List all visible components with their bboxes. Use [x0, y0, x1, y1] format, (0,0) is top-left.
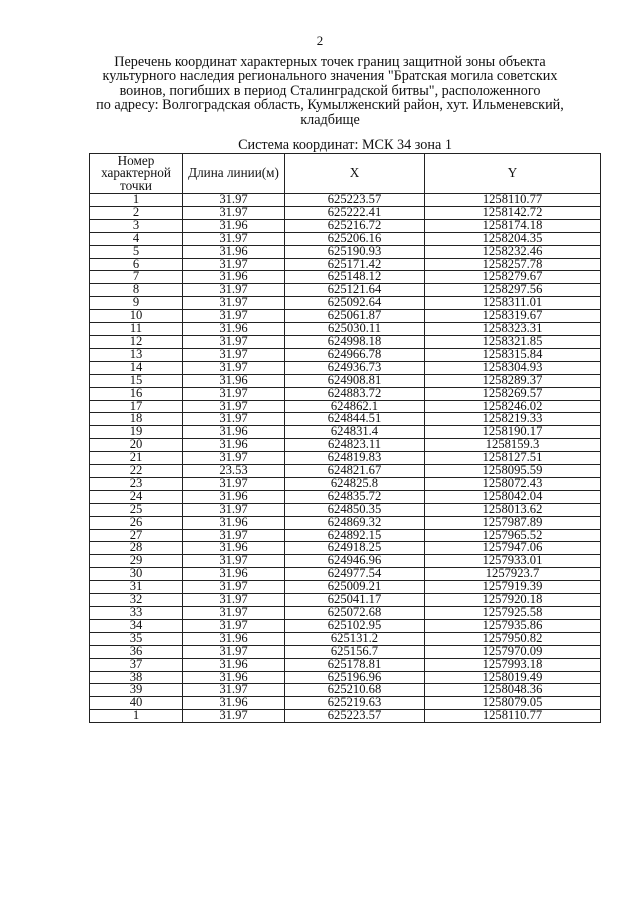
cell-line-length: 31.97: [183, 348, 285, 361]
table-row: [90, 594, 601, 607]
table-row: [90, 619, 601, 632]
table-row: [90, 581, 601, 594]
cell-x: 624977.54: [285, 568, 425, 581]
cell-point-number: 17: [90, 400, 183, 413]
cell-point-number: 10: [90, 310, 183, 323]
cell-y: 1258257.78: [425, 258, 601, 271]
cell-line-length: 31.97: [183, 297, 285, 310]
table-row: [90, 245, 601, 258]
cell-line-length: 31.97: [183, 387, 285, 400]
cell-point-number: 8: [90, 284, 183, 297]
cell-y: 1258013.62: [425, 503, 601, 516]
cell-y: 1257965.52: [425, 529, 601, 542]
table-row: [90, 413, 601, 426]
cell-line-length: 31.97: [183, 361, 285, 374]
cell-x: 624918.25: [285, 542, 425, 555]
table-row: [90, 258, 601, 271]
cell-y: 1258311.01: [425, 297, 601, 310]
cell-y: 1257919.39: [425, 581, 601, 594]
cell-line-length: 31.96: [183, 426, 285, 439]
cell-point-number: 7: [90, 271, 183, 284]
cell-y: 1258232.46: [425, 245, 601, 258]
cell-line-length: 31.97: [183, 607, 285, 620]
cell-point-number: 6: [90, 258, 183, 271]
document-title: [60, 55, 600, 127]
cell-y: 1258174.18: [425, 219, 601, 232]
cell-y: 1258042.04: [425, 490, 601, 503]
table-row: [90, 323, 601, 336]
title-line: культурного наследия регионального значения "Братская могила советских: [102, 68, 558, 85]
cell-line-length: 31.96: [183, 271, 285, 284]
cell-y: 1258127.51: [425, 452, 601, 465]
cell-x: 625178.81: [285, 658, 425, 671]
cell-point-number: 19: [90, 426, 183, 439]
table-row: [90, 529, 601, 542]
cell-point-number: 24: [90, 490, 183, 503]
cell-x: 624998.18: [285, 335, 425, 348]
cell-line-length: 31.96: [183, 374, 285, 387]
table-header-row: [90, 154, 601, 194]
cell-x: 625156.7: [285, 645, 425, 658]
cell-line-length: 31.96: [183, 568, 285, 581]
cell-x: 624844.51: [285, 413, 425, 426]
cell-line-length: 31.96: [183, 439, 285, 452]
header-point-number: Номер характерной точки: [90, 154, 183, 194]
cell-point-number: 35: [90, 632, 183, 645]
table-row: [90, 710, 601, 723]
table-row: [90, 387, 601, 400]
cell-point-number: 11: [90, 323, 183, 336]
cell-point-number: 16: [90, 387, 183, 400]
title-line: Перечень координат характерных точек границ защитной зоны объекта: [114, 54, 546, 70]
cell-x: 624946.96: [285, 555, 425, 568]
cell-y: 1257925.58: [425, 607, 601, 620]
cell-line-length: 31.96: [183, 219, 285, 232]
cell-y: 1258315.84: [425, 348, 601, 361]
cell-y: 1258304.93: [425, 361, 601, 374]
cell-y: 1258110.77: [425, 194, 601, 207]
cell-x: 625092.64: [285, 297, 425, 310]
table-row: [90, 439, 601, 452]
cell-line-length: 31.97: [183, 710, 285, 723]
table-row: [90, 297, 601, 310]
cell-line-length: 31.97: [183, 400, 285, 413]
cell-point-number: 1: [90, 194, 183, 207]
cell-y: 1258204.35: [425, 232, 601, 245]
table-body: [90, 194, 601, 723]
cell-point-number: 34: [90, 619, 183, 632]
cell-y: 1258297.56: [425, 284, 601, 297]
cell-line-length: 31.97: [183, 684, 285, 697]
cell-x: 625223.57: [285, 710, 425, 723]
cell-point-number: 20: [90, 439, 183, 452]
cell-line-length: 31.97: [183, 645, 285, 658]
cell-point-number: 5: [90, 245, 183, 258]
cell-point-number: 25: [90, 503, 183, 516]
table-row: [90, 607, 601, 620]
cell-x: 625206.16: [285, 232, 425, 245]
table-row: [90, 194, 601, 207]
cell-y: 1258019.49: [425, 671, 601, 684]
cell-point-number: 37: [90, 658, 183, 671]
cell-x: 624908.81: [285, 374, 425, 387]
cell-y: 1257933.01: [425, 555, 601, 568]
cell-line-length: 31.96: [183, 323, 285, 336]
cell-point-number: 27: [90, 529, 183, 542]
cell-point-number: 30: [90, 568, 183, 581]
cell-line-length: 31.96: [183, 245, 285, 258]
cell-y: 1257947.06: [425, 542, 601, 555]
title-line: кладбище: [300, 111, 360, 128]
cell-line-length: 31.96: [183, 490, 285, 503]
cell-point-number: 22: [90, 465, 183, 478]
cell-line-length: 31.97: [183, 413, 285, 426]
cell-x: 625222.41: [285, 206, 425, 219]
cell-line-length: 31.96: [183, 671, 285, 684]
cell-point-number: 32: [90, 594, 183, 607]
cell-x: 624966.78: [285, 348, 425, 361]
cell-y: 1258095.59: [425, 465, 601, 478]
cell-x: 624831.4: [285, 426, 425, 439]
table-row: [90, 284, 601, 297]
cell-point-number: 23: [90, 477, 183, 490]
cell-y: 1258269.57: [425, 387, 601, 400]
cell-line-length: 31.96: [183, 697, 285, 710]
cell-line-length: 31.97: [183, 503, 285, 516]
table-row: [90, 697, 601, 710]
cell-point-number: 21: [90, 452, 183, 465]
cell-line-length: 31.97: [183, 194, 285, 207]
cell-x: 625009.21: [285, 581, 425, 594]
header-y: Y: [425, 154, 601, 194]
table-row: [90, 400, 601, 413]
table-row: [90, 632, 601, 645]
coordinates-table: [89, 153, 601, 723]
cell-line-length: 31.97: [183, 594, 285, 607]
cell-line-length: 31.97: [183, 206, 285, 219]
title-line: по адресу: Волгоградская область, Кумылженский район, хут. Ильменевский,: [96, 97, 564, 114]
cell-y: 1257993.18: [425, 658, 601, 671]
cell-point-number: 4: [90, 232, 183, 245]
cell-y: 1257935.86: [425, 619, 601, 632]
cell-point-number: 2: [90, 206, 183, 219]
table-row: [90, 310, 601, 323]
cell-point-number: 40: [90, 697, 183, 710]
cell-y: 1258079.05: [425, 697, 601, 710]
cell-y: 1257987.89: [425, 516, 601, 529]
cell-y: 1258319.67: [425, 310, 601, 323]
cell-x: 625131.2: [285, 632, 425, 645]
cell-x: 625102.95: [285, 619, 425, 632]
cell-x: 625061.87: [285, 310, 425, 323]
table-row: [90, 555, 601, 568]
table-row: [90, 219, 601, 232]
cell-line-length: 31.97: [183, 581, 285, 594]
cell-y: 1258279.67: [425, 271, 601, 284]
cell-y: 1258190.17: [425, 426, 601, 439]
cell-point-number: 33: [90, 607, 183, 620]
cell-x: 624835.72: [285, 490, 425, 503]
cell-x: 625210.68: [285, 684, 425, 697]
table-row: [90, 348, 601, 361]
cell-y: 1258110.77: [425, 710, 601, 723]
table-row: [90, 426, 601, 439]
cell-x: 624936.73: [285, 361, 425, 374]
cell-line-length: 31.97: [183, 232, 285, 245]
cell-line-length: 31.96: [183, 658, 285, 671]
cell-y: 1258321.85: [425, 335, 601, 348]
cell-point-number: 9: [90, 297, 183, 310]
title-line: воинов, погибших в период Сталинградской битвы", расположенного: [119, 82, 541, 99]
cell-y: 1258289.37: [425, 374, 601, 387]
cell-y: 1258142.72: [425, 206, 601, 219]
coordinate-system-caption: Система координат: МСК 34 зона 1: [238, 137, 452, 153]
cell-x: 624883.72: [285, 387, 425, 400]
cell-line-length: 31.97: [183, 555, 285, 568]
cell-point-number: 1: [90, 710, 183, 723]
table-row: [90, 271, 601, 284]
cell-x: 625041.17: [285, 594, 425, 607]
cell-x: 624821.67: [285, 465, 425, 478]
cell-point-number: 3: [90, 219, 183, 232]
cell-line-length: 31.97: [183, 258, 285, 271]
cell-y: 1258072.43: [425, 477, 601, 490]
table-row: [90, 684, 601, 697]
table-row: [90, 374, 601, 387]
header-x: X: [285, 154, 425, 194]
cell-x: 624869.32: [285, 516, 425, 529]
cell-line-length: 31.96: [183, 516, 285, 529]
cell-line-length: 31.97: [183, 284, 285, 297]
cell-x: 624850.35: [285, 503, 425, 516]
cell-y: 1257950.82: [425, 632, 601, 645]
table-row: [90, 542, 601, 555]
table-row: [90, 206, 601, 219]
cell-y: 1258048.36: [425, 684, 601, 697]
table-row: [90, 645, 601, 658]
cell-point-number: 13: [90, 348, 183, 361]
cell-point-number: 14: [90, 361, 183, 374]
cell-point-number: 36: [90, 645, 183, 658]
cell-line-length: 23.53: [183, 465, 285, 478]
cell-x: 625121.64: [285, 284, 425, 297]
header-line-length: Длина линии(м): [183, 154, 285, 194]
table-row: [90, 232, 601, 245]
cell-x: 625219.63: [285, 697, 425, 710]
cell-line-length: 31.97: [183, 619, 285, 632]
cell-x: 624892.15: [285, 529, 425, 542]
cell-y: 1258323.31: [425, 323, 601, 336]
cell-point-number: 26: [90, 516, 183, 529]
cell-point-number: 31: [90, 581, 183, 594]
cell-line-length: 31.97: [183, 477, 285, 490]
cell-point-number: 15: [90, 374, 183, 387]
cell-line-length: 31.96: [183, 542, 285, 555]
cell-line-length: 31.97: [183, 310, 285, 323]
table-row: [90, 335, 601, 348]
table-row: [90, 516, 601, 529]
cell-x: 625171.42: [285, 258, 425, 271]
cell-line-length: 31.97: [183, 452, 285, 465]
table-row: [90, 490, 601, 503]
cell-point-number: 38: [90, 671, 183, 684]
cell-point-number: 39: [90, 684, 183, 697]
cell-line-length: 31.96: [183, 632, 285, 645]
cell-x: 624819.83: [285, 452, 425, 465]
cell-y: 1258246.02: [425, 400, 601, 413]
cell-point-number: 29: [90, 555, 183, 568]
cell-line-length: 31.97: [183, 529, 285, 542]
cell-y: 1257920.18: [425, 594, 601, 607]
cell-point-number: 28: [90, 542, 183, 555]
cell-x: 625072.68: [285, 607, 425, 620]
table-row: [90, 658, 601, 671]
cell-y: 1257970.09: [425, 645, 601, 658]
cell-x: 625190.93: [285, 245, 425, 258]
table-row: [90, 452, 601, 465]
cell-x: 625223.57: [285, 194, 425, 207]
table-row: [90, 503, 601, 516]
table-row: [90, 361, 601, 374]
cell-point-number: 18: [90, 413, 183, 426]
cell-y: 1257923.7: [425, 568, 601, 581]
table-row: [90, 568, 601, 581]
cell-y: 1258219.33: [425, 413, 601, 426]
cell-x: 625030.11: [285, 323, 425, 336]
table-row: [90, 477, 601, 490]
cell-x: 624862.1: [285, 400, 425, 413]
cell-line-length: 31.97: [183, 335, 285, 348]
table-row: [90, 465, 601, 478]
cell-y: 1258159.3: [425, 439, 601, 452]
cell-x: 624823.11: [285, 439, 425, 452]
table-row: [90, 671, 601, 684]
cell-x: 625148.12: [285, 271, 425, 284]
cell-x: 625196.96: [285, 671, 425, 684]
cell-x: 624825.8: [285, 477, 425, 490]
cell-point-number: 12: [90, 335, 183, 348]
page-number: 2: [316, 33, 324, 48]
cell-x: 625216.72: [285, 219, 425, 232]
